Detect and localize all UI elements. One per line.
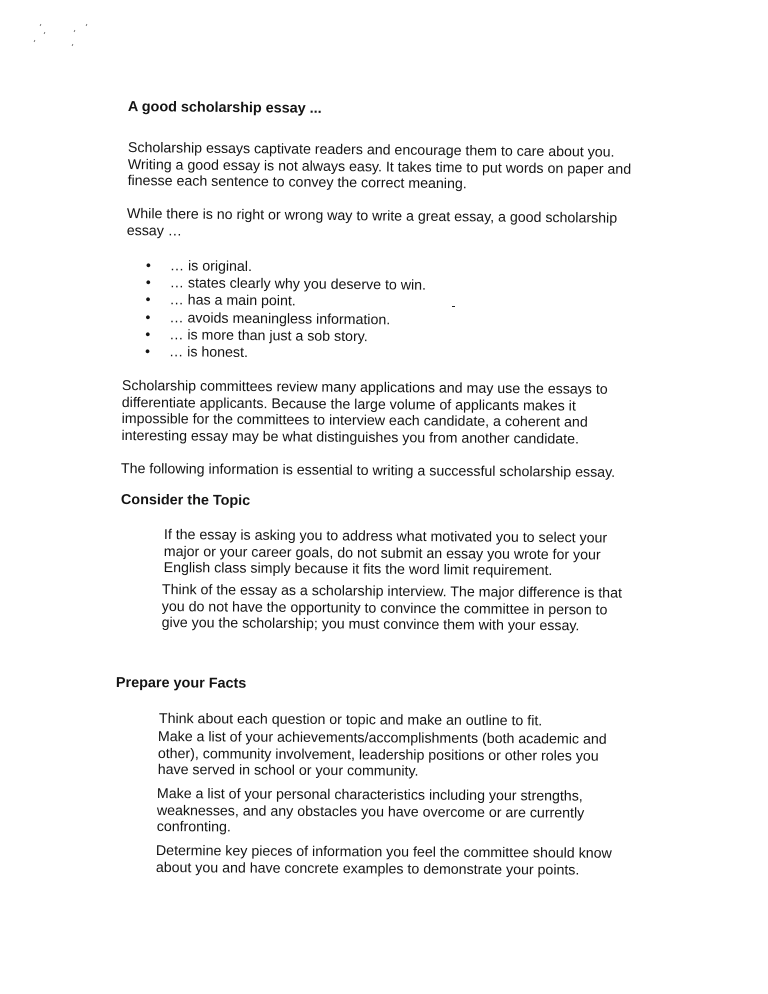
scan-speck [74,30,76,32]
essential-line: The following information is essential to writing a successful scholarship essay. [120,461,616,481]
facts-paragraph-2 [158,729,678,782]
text-line: other), community involvement, leadership positions or other roles you [157,745,599,765]
text-line: finesse each sentence to convey the correct meaning. [127,172,467,193]
section-heading-topic: Consider the Topic [120,492,251,510]
text-line: give you the scholarship; you must convince them with your essay. [161,614,580,635]
text-line: Think about each question or topic and make an outline to fit. [158,711,543,730]
scan-speck [72,44,74,46]
text-line: major or your career goals, do not submit an essay you wrote for your [163,543,601,563]
text-line: essay … [126,222,183,240]
scan-speck [86,24,88,26]
bullet-icon: • [145,292,151,309]
page-title: A good scholarship essay ... [127,99,322,117]
text-line: confronting. [156,818,231,836]
section-heading-facts: Prepare your Facts [115,675,247,692]
text-line: Determine key pieces of information you feel the committee should know [155,843,612,862]
list-item-text: … is honest. [169,344,249,361]
qualities-list [145,258,546,365]
bullet-icon: • [145,344,151,361]
text-line: Scholarship committees review many applications and may use the essays to [121,378,608,398]
facts-paragraph-1 [159,711,679,731]
list-item-text: … is more than just a sob story. [169,327,368,345]
scan-speck [40,24,42,26]
facts-paragraph-4 [156,843,676,879]
text-line: Make a list of your personal characteristics including your strengths, [156,786,583,805]
facts-paragraph-3 [157,786,677,839]
committees-paragraph [121,378,682,448]
topic-paragraph-1 [164,527,684,581]
topic-paragraph-2 [162,582,682,636]
text-line: interesting essay may be what distinguishes you from another candidate. [121,427,580,448]
list-item-text: … has a main point. [169,292,296,310]
intro-paragraph [128,140,688,195]
bullet-icon: • [145,326,151,343]
text-line: Think of the essay as a scholarship interview. The major difference is that [161,582,623,602]
text-line: you do not have the opportunity to convince the committee in person to [161,598,608,618]
lead-paragraph [127,206,687,244]
text-line: If the essay is asking you to address what motivated you to select your [163,527,608,547]
text-line: differentiate applicants. Because the large volume of applicants makes it [121,394,576,415]
text-line: weaknesses, and any obstacles you have overcome or are currently [156,802,585,822]
list-item-text: … is original. [169,258,253,276]
text-line: While there is no right or wrong way to write a great essay, a good scholarship [126,206,618,227]
text-line: Make a list of your achievements/accomplishments (both academic and [157,729,607,748]
list-item-text: … states clearly why you deserve to win. [169,275,427,294]
list-item-text: … avoids meaningless information. [169,309,391,328]
scan-speck [44,32,46,34]
list-item [145,344,545,365]
text-line: English class simply because it fits the word limit requirement. [163,559,553,580]
text-line: impossible for the committees to interview each candidate, a coherent and [121,410,588,431]
bullet-icon: • [145,275,151,292]
scan-speck [34,40,36,42]
text-line: Writing a good essay is not always easy. It takes time to put words on paper and [127,156,632,178]
bullet-icon: • [145,258,151,275]
text-line: about you and have concrete examples to demonstrate your points. [155,859,580,879]
scan-mark [452,306,455,307]
text-line: Scholarship essays captivate readers and encourage them to care about you. [127,140,615,161]
bullet-icon: • [145,309,151,326]
text-line: have served in school or your community. [157,761,419,780]
